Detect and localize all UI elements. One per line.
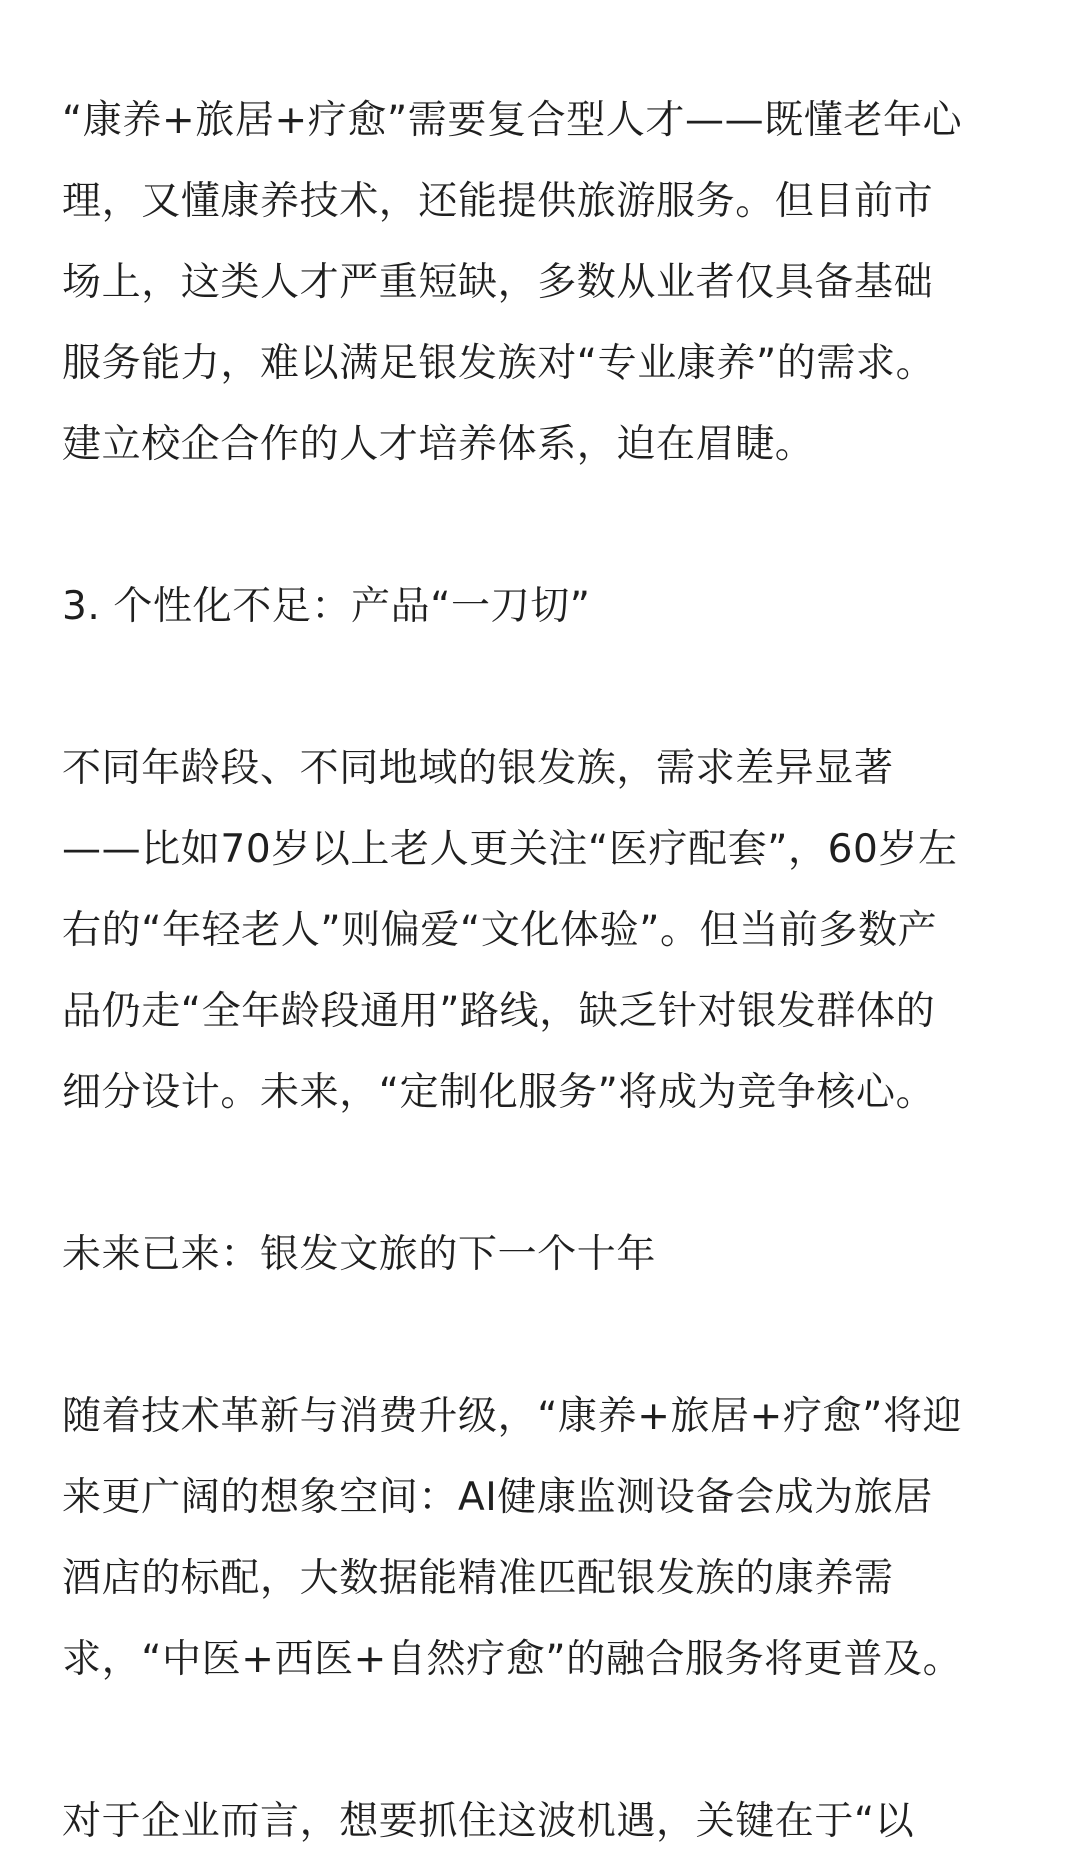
paragraph-enterprise (62, 1781, 1022, 1862)
text-line: 不同年龄段、不同地域的银发族，需求差异显著 (62, 746, 894, 791)
section-heading-future: 未来已来：银发文旅的下一个十年 (62, 1232, 657, 1277)
text-line: 随着技术革新与消费升级，“康养+旅居+疗愈”将迎 (62, 1394, 963, 1439)
text-line: 理，又懂康养技术，还能提供旅游服务。但目前市 (62, 179, 934, 224)
text-line: 服务能力，难以满足银发族对“专业康养”的需求。 (62, 341, 936, 386)
paragraph-age-differences (62, 728, 1022, 1133)
text-line: 对于企业而言，想要抓住这波机遇，关键在于“以 (62, 1799, 915, 1844)
text-line: 来更广阔的想象空间：AI健康监测设备会成为旅居 (62, 1475, 933, 1520)
text-line: 求，“中医+西医+自然疗愈”的融合服务将更普及。 (62, 1637, 963, 1682)
paragraph-technology (62, 1376, 1022, 1700)
text-line: 细分设计。未来，“定制化服务”将成为竞争核心。 (62, 1070, 936, 1115)
text-line: 右的“年轻老人”则偏爱“文化体验”。但当前多数产 (62, 908, 938, 953)
article-body (62, 80, 1022, 1862)
text-line: 场上，这类人才严重短缺，多数从业者仅具备基础 (62, 260, 934, 305)
paragraph-spacer (62, 647, 1022, 728)
text-line: 建立校企合作的人才培养体系，迫在眉睫。 (62, 422, 815, 467)
text-line: ——比如70岁以上老人更关注“医疗配套”，60岁左 (62, 827, 958, 872)
text-line: 品仍走“全年龄段通用”路线，缺乏针对银发群体的 (62, 989, 936, 1034)
paragraph-spacer (62, 1295, 1022, 1376)
section-heading-personalization: 3. 个性化不足：产品“一刀切” (62, 584, 591, 629)
paragraph-spacer (62, 1133, 1022, 1214)
paragraph-spacer (62, 485, 1022, 566)
text-line: 酒店的标配，大数据能精准匹配银发族的康养需 (62, 1556, 894, 1601)
paragraph-talent-shortage (62, 80, 1022, 485)
paragraph-spacer (62, 1700, 1022, 1781)
text-line: “康养+旅居+疗愈”需要复合型人才——既懂老年心 (62, 98, 963, 143)
